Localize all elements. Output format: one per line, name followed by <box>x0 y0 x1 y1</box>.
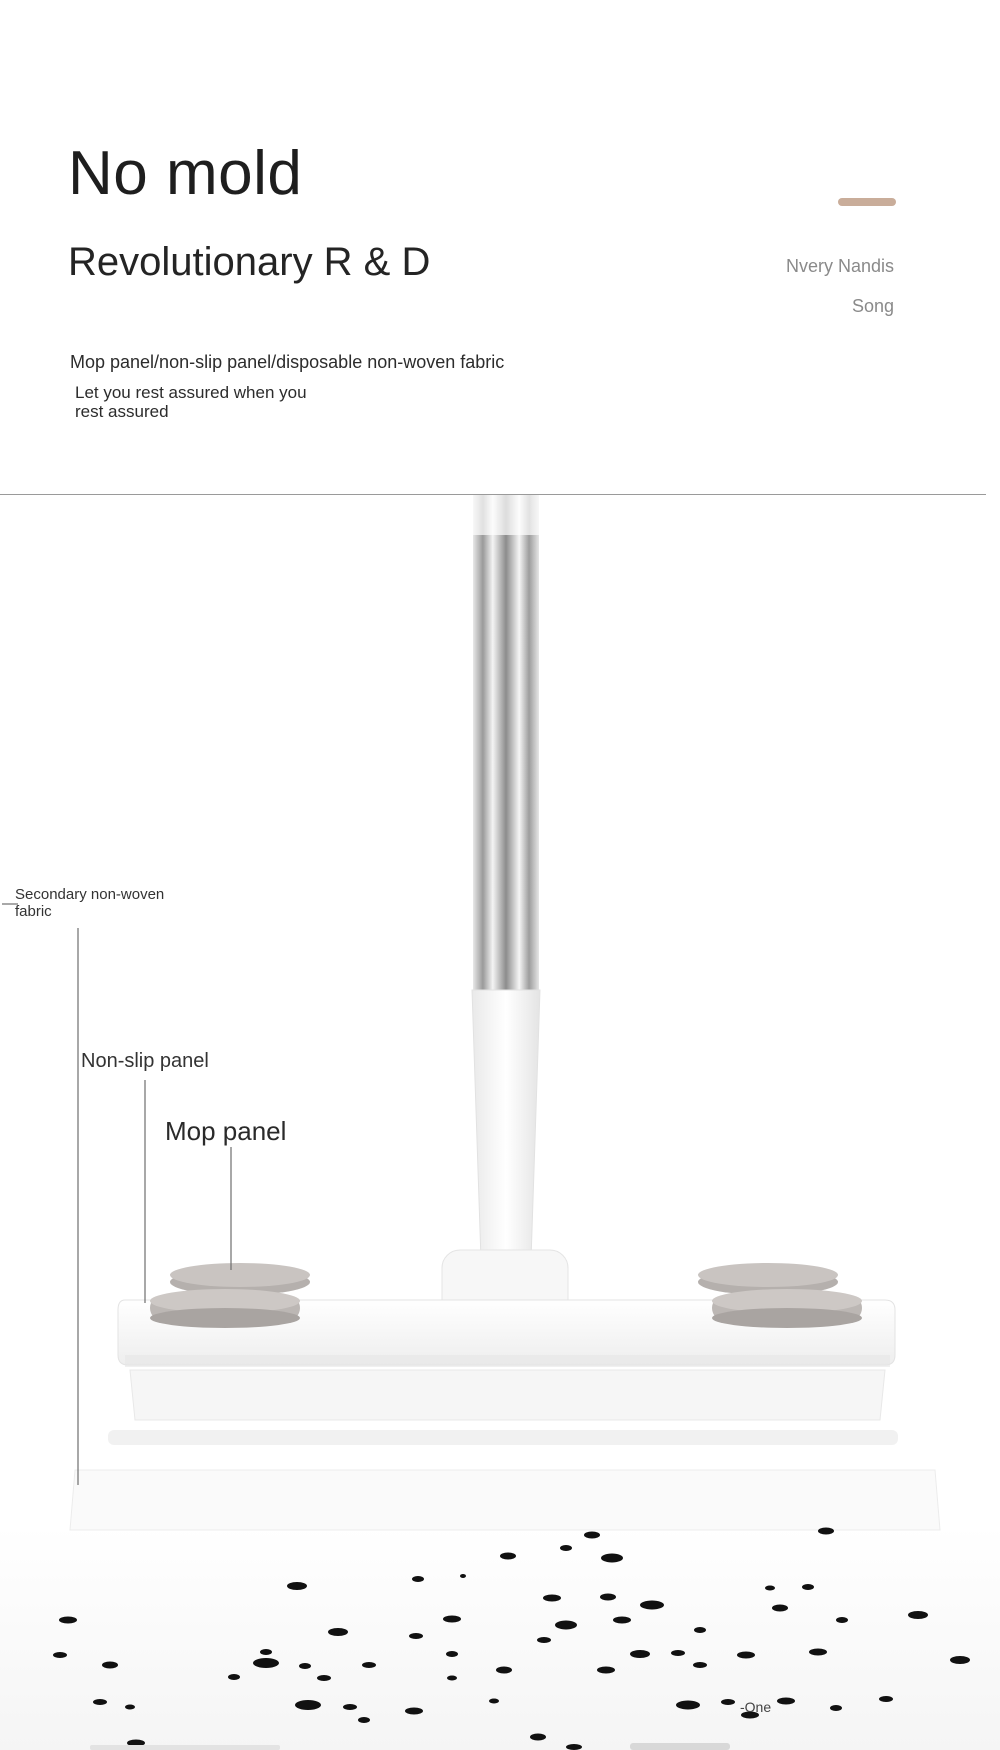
non-woven-cloth <box>70 1470 940 1530</box>
description-line2: Let you rest assured when you <box>75 383 307 402</box>
brand-name-line1: Nvery Nandis <box>786 256 895 276</box>
brand-name-line2: Song <box>852 296 895 316</box>
mop-product-illustration <box>0 495 1000 1750</box>
mop-panel-base <box>130 1370 885 1420</box>
callout-one: -One <box>740 1699 772 1715</box>
accent-bar <box>838 198 896 206</box>
floor <box>0 1525 1000 1750</box>
disc-group-left <box>150 1263 310 1328</box>
steel-pole <box>473 495 539 995</box>
description-line3: rest assured <box>75 402 169 421</box>
callout-secondary-fabric-line2: fabric <box>15 903 52 920</box>
callout-secondary-fabric-line1: Secondary non-woven <box>15 886 165 903</box>
page-subtitle: Revolutionary R & D <box>68 240 431 284</box>
disc-group-right <box>698 1263 862 1328</box>
callout-non-slip-panel: Non-slip panel <box>81 1050 209 1072</box>
callout-mop-panel: Mop panel <box>165 1116 287 1146</box>
page-title: No mold <box>68 139 303 208</box>
description-line1: Mop panel/non-slip panel/disposable non-woven fabric <box>70 352 505 372</box>
